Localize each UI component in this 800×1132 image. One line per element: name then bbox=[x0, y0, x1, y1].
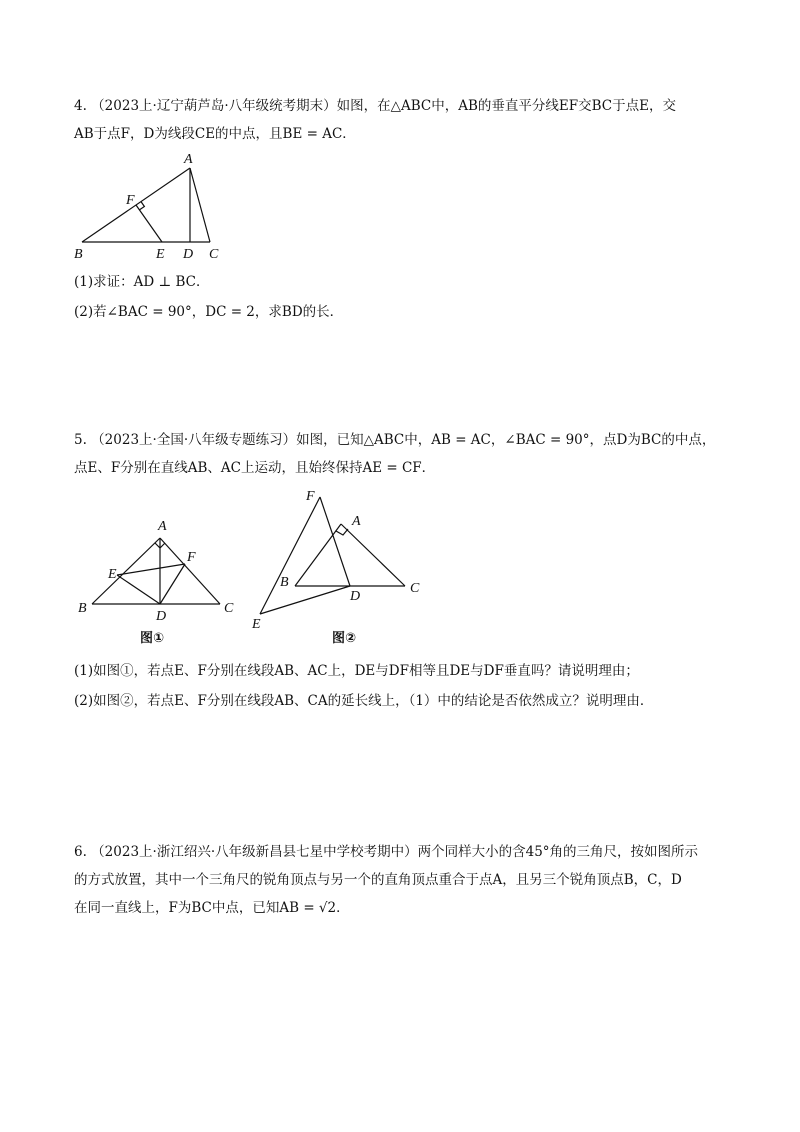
p4-side-ac bbox=[190, 168, 210, 242]
problem4-figure bbox=[70, 150, 230, 265]
problem5-question2: (2)如图②，若点E、F分别在线段AB、CA的延长线上，（1）中的结论是否依然成立？说明理由． bbox=[74, 693, 654, 709]
problem4-line1: 4. （2023上·辽宁葫芦岛·八年级统考期末）如图，在△ABC中，AB的垂直平分线EF交BC于点E，交 bbox=[74, 98, 676, 114]
problem5-line2: 点E、F分别在直线AB、AC上运动，且始终保持AE = CF． bbox=[74, 460, 436, 476]
p5f2-extension-ef bbox=[260, 497, 320, 614]
p5f2-label-F: F bbox=[306, 489, 315, 504]
p5f2-label-A: A bbox=[352, 514, 361, 529]
p5f1-segment-df bbox=[160, 564, 185, 604]
problem5-question1: (1)如图①，若点E、F分别在线段AB、AC上，DE与DF相等且DE与DF垂直吗？请说明理由； bbox=[74, 663, 639, 679]
p5f1-side-ac bbox=[160, 538, 220, 604]
p5f1-label-F: F bbox=[187, 550, 196, 565]
p4-label-E: E bbox=[156, 247, 165, 262]
problem4-question1: (1)求证：AD ⊥ BC． bbox=[74, 274, 210, 290]
p5f2-label-B: B bbox=[280, 575, 289, 590]
p5f2-label-E: E bbox=[252, 617, 261, 632]
problem6-line3: 在同一直线上，F为BC中点，已知AB = √2． bbox=[74, 900, 350, 916]
problem4-line2: AB于点F，D为线段CE的中点，且BE = AC． bbox=[74, 126, 356, 142]
p5f2-side-ac bbox=[341, 524, 405, 586]
problem5-line1: 5. （2023上·全国·八年级专题练习）如图，已知△ABC中，AB = AC，∠BAC = 90°，点D为BC的中点， bbox=[74, 432, 716, 448]
p5f2-label-C: C bbox=[410, 581, 420, 596]
p5f1-label-C: C bbox=[224, 601, 234, 616]
p5f1-label-B: B bbox=[78, 601, 87, 616]
p5f1-label-A: A bbox=[158, 519, 167, 534]
p5f2-caption: 图② bbox=[332, 631, 357, 646]
problem4-question2: (2)若∠BAC = 90°，DC = 2，求BD的长． bbox=[74, 304, 344, 320]
p5f1-caption: 图① bbox=[140, 631, 165, 646]
problem5-figure2 bbox=[250, 482, 440, 652]
p5f2-label-D: D bbox=[350, 589, 361, 604]
p4-label-D: D bbox=[183, 247, 194, 262]
problem6-line1: 6. （2023上·浙江绍兴·八年级新昌县七星中学校考期中）两个同样大小的含45°角的三角尺，按如图所示 bbox=[74, 844, 699, 860]
p5f1-segment-de bbox=[117, 575, 160, 604]
p5f1-label-D: D bbox=[156, 609, 167, 624]
p4-segment-ef bbox=[136, 205, 162, 242]
p5f2-segment-fd bbox=[320, 497, 350, 586]
p4-label-C: C bbox=[209, 247, 219, 262]
p5f2-segment-ed bbox=[260, 586, 350, 614]
p4-label-A: A bbox=[184, 152, 193, 167]
p4-label-F: F bbox=[126, 193, 135, 208]
p4-label-B: B bbox=[74, 247, 83, 262]
p5f2-right-angle-mark bbox=[336, 529, 348, 535]
problem5-figure1 bbox=[72, 512, 242, 652]
problem6-line2: 的方式放置，其中一个三角尺的锐角顶点与另一个的直角顶点重合于点A，且另三个锐角顶点B，C，D bbox=[74, 872, 682, 888]
p5f1-side-ab bbox=[92, 538, 160, 604]
p5f1-label-E: E bbox=[108, 567, 117, 582]
